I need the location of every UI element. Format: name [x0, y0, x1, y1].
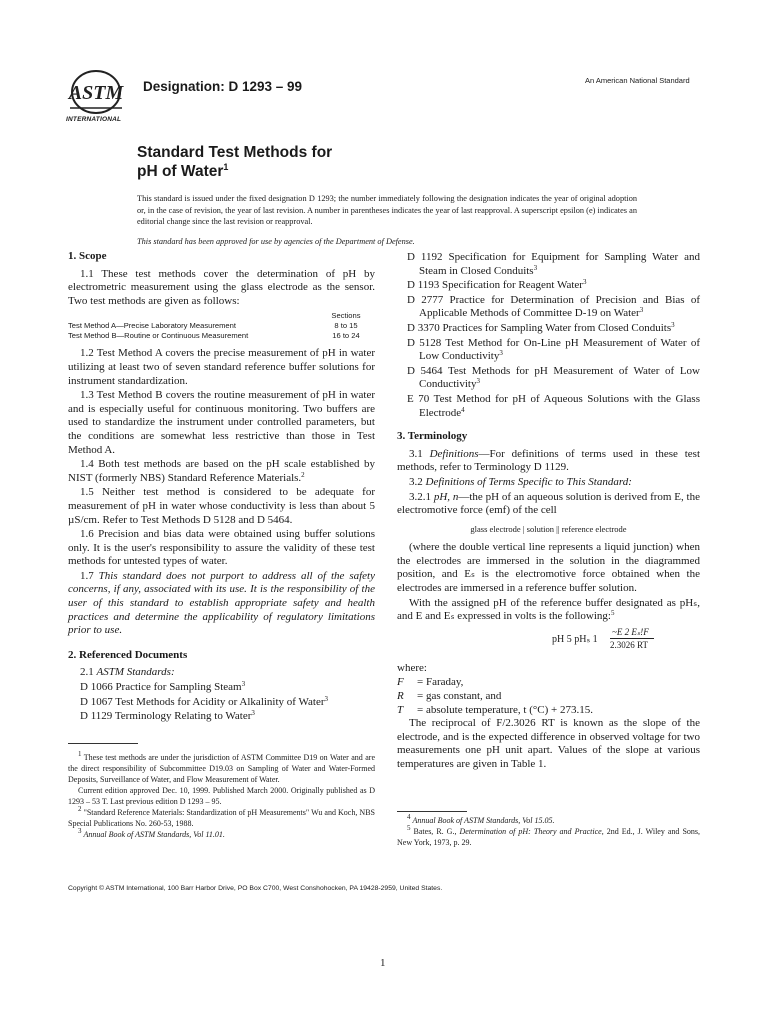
para-3-2-1: 3.2.1 pH, n—the pH of an aqueous solution is derived from E, the electromotive force (emf) of the cell [397, 490, 700, 517]
title-line-1: Standard Test Methods for [137, 144, 333, 161]
para-1-7: 1.7 This standard does not purport to address all of the safety concerns, if any, associated with its use. It is the responsibility of the user of this standard to establish appropriate safety and health practices and determine the applicability of regulatory limitations prior to use. [68, 569, 376, 637]
ref-item: D 5464 Test Methods for pH Measurement of Water of Low Conductivity$^3$ [407, 364, 700, 391]
para-1-3: 1.3 Test Method B covers the routine measurement of pH in water and is especially useful for continuous monitoring. Two buffers are used to standardize the instrument under controlled parameters, but the conditions are somewhat less restrictive than those in Test Method A. [68, 389, 375, 456]
page-number: 1 [380, 957, 386, 969]
table-row: Test Method A—Precise Laboratory Measurement 8 to 15 [68, 321, 358, 331]
copyright: Copyright © ASTM International, 100 Barr Harbor Drive, PO Box C700, West Conshohocken, PA 19428-2959, United States. [68, 885, 443, 892]
section-3-heading: 3. Terminology [397, 430, 468, 443]
ref-item: D 5128 Test Method for On-Line pH Measurement of Water of Low Conductivity$^3$ [407, 336, 700, 363]
ref-item: D 1067 Test Methods for Acidity or Alkalinity of Water$^3$ [80, 694, 328, 708]
svg-text:ASTM: ASTM [68, 82, 124, 104]
ref-item: D 2777 Practice for Determination of Precision and Bias of Applicable Methods of Committee D-19 on Water$^3$ [407, 293, 700, 320]
issued-note: This standard is issued under the fixed designation D 1293; the number immediately following the designation indicates the year of original adoption or, in the case of revision, the year of last revision. A number in parentheses indicates the year of last reapproval. A superscript epsilon (e) indicates an editorial change since the last revision or reapproval. [137, 194, 637, 226]
definition-item: T = absolute temperature, t (°C) + 273.15. [397, 703, 593, 716]
astm-logo [64, 68, 140, 126]
page-title [137, 143, 332, 181]
methods-table [68, 311, 375, 341]
ref-item: D 1066 Practice for Sampling Steam$^3$ [80, 680, 246, 694]
footnote-5: $^5$ Bates, R. G., Determination of pH: Theory and Practice, 2nd Ed., J. Wiley and Sons, New York, 1973, p. 29. [397, 824, 701, 847]
section-1-heading: 1. Scope [68, 250, 107, 262]
ref-item: D 1129 Terminology Relating to Water$^3$ [80, 709, 255, 723]
designation: Designation: D 1293 – 99 [143, 79, 303, 94]
section-2-heading: 2. Referenced Documents [68, 648, 188, 661]
equation-denominator: 2.3026 RT [610, 639, 648, 650]
national-standard-label: An American National Standard [585, 76, 690, 85]
title-line-2: pH of Water$^1$ [137, 162, 229, 180]
para-1-2: 1.2 Test Method A covers the precise measurement of pH in water utilizing at least two of seven standard reference buffer solutions for instrument standardization. [68, 347, 375, 387]
definition-item: R = gas constant, and [397, 690, 502, 703]
ref-item: E 70 Test Method for pH of Aqueous Solutions with the Glass Electrode$^4$ [407, 392, 700, 419]
ph-equation [397, 626, 700, 656]
ref-item: D 1192 Specification for Equipment for Sampling Water and Steam in Closed Conduits$^3$ [407, 251, 700, 277]
footnote-2: $^2$ "Standard Reference Materials: Standardization of pH Measurements" Wu and Koch, NBS Special Publications No. 260-53, 1988. [68, 805, 375, 828]
title-footnote-mark: 1 [223, 162, 229, 172]
para-1-4: 1.4 Both test methods are based on the pH scale established by NIST (formerly NBS) Standard Reference Materials.$^2$ [68, 458, 375, 484]
para-assigned: With the assigned pH of the reference buffer designated as pHₛ, and E and Eₛ expressed in volts is the following:$^5$ [397, 596, 700, 623]
ref-item: D 1193 Specification for Reagent Water$^3$ [407, 278, 587, 292]
logo-international-label: INTERNATIONAL [66, 116, 122, 123]
footnote-1b: Current edition approved Dec. 10, 1999. Published March 2000. Originally published as D 1293 – 53 T. Last previous edition D 1293 – 95. [68, 786, 375, 806]
cell-diagram: glass electrode | solution || reference electrode [470, 523, 627, 534]
right-footnote-rule [397, 811, 467, 812]
equation-numerator: ~E 2 Eₛ!F [612, 626, 649, 637]
left-footnote-rule [68, 743, 138, 744]
right-footnotes [397, 815, 700, 848]
footnote-1: $^1$ These test methods are under the jurisdiction of ASTM Committee D19 on Water and are the direct responsibility of Subcommittee D19.03 on Sampling of Water and Water-Formed Deposits, Surveillance of Water, and Flow Measurement of Water. [68, 750, 375, 784]
right-column [397, 251, 700, 773]
ref-item: D 3370 Practices for Sampling Water from Closed Conduits$^3$ [407, 320, 675, 334]
equation-lhs: pH 5 pHₛ 1 [552, 633, 598, 645]
para-3-1: 3.1 Definitions—For definitions of terms used in these test methods, refer to Terminology D 1129. [397, 447, 701, 474]
para-2-1: 2.1 ASTM Standards: [80, 666, 175, 679]
para-1-5: 1.5 Neither test method is considered to be adequate for measurement of pH in water whose conductivity is less than about 5 µS/cm. Refer to Test Methods D 5128 and D 5464. [68, 486, 375, 526]
definition-item: F = Faraday, [397, 676, 464, 689]
where-label: where: [397, 661, 427, 674]
approved-note: This standard has been approved for use by agencies of the Department of Defense. [137, 237, 415, 246]
para-3-2: 3.2 Definitions of Terms Specific to This Standard: [409, 475, 632, 488]
para-1-1: 1.1 These test methods cover the determination of pH by electrometric measurement using the glass electrode as the sensor. Two test methods are given as follows: [68, 267, 375, 307]
left-column [68, 248, 375, 725]
left-footnotes [68, 752, 375, 840]
table-row: Test Method B—Routine or Continuous Measurement 16 to 24 [68, 331, 360, 341]
definitions-list [397, 676, 700, 717]
table-header-sections: Sections [331, 311, 361, 321]
footnote-4: $^4$ Annual Book of ASTM Standards, Vol 15.05. [407, 813, 555, 825]
para-reciprocal: The reciprocal of F/2.3026 RT is known as the slope of the electrode, and is the expected difference in observed voltage for two measurements one pH unit apart. Values of the slope at various temperatures are given in Table 1. [397, 717, 700, 770]
footnote-3: $^3$ Annual Book of ASTM Standards, Vol 11.01. [78, 827, 225, 839]
para-1-6: 1.6 Precision and bias data were obtained using buffer solutions only. It is the user's responsibility to assure the validity of these test methods for untested types of water. [68, 528, 375, 568]
para-where-line: (where the double vertical line represents a liquid junction) when the electrodes are immersed in the solution in the diagrammed position, and Eₛ is the electromotive force obtained when the electrodes are immersed in a reference buffer solution. [397, 541, 700, 595]
